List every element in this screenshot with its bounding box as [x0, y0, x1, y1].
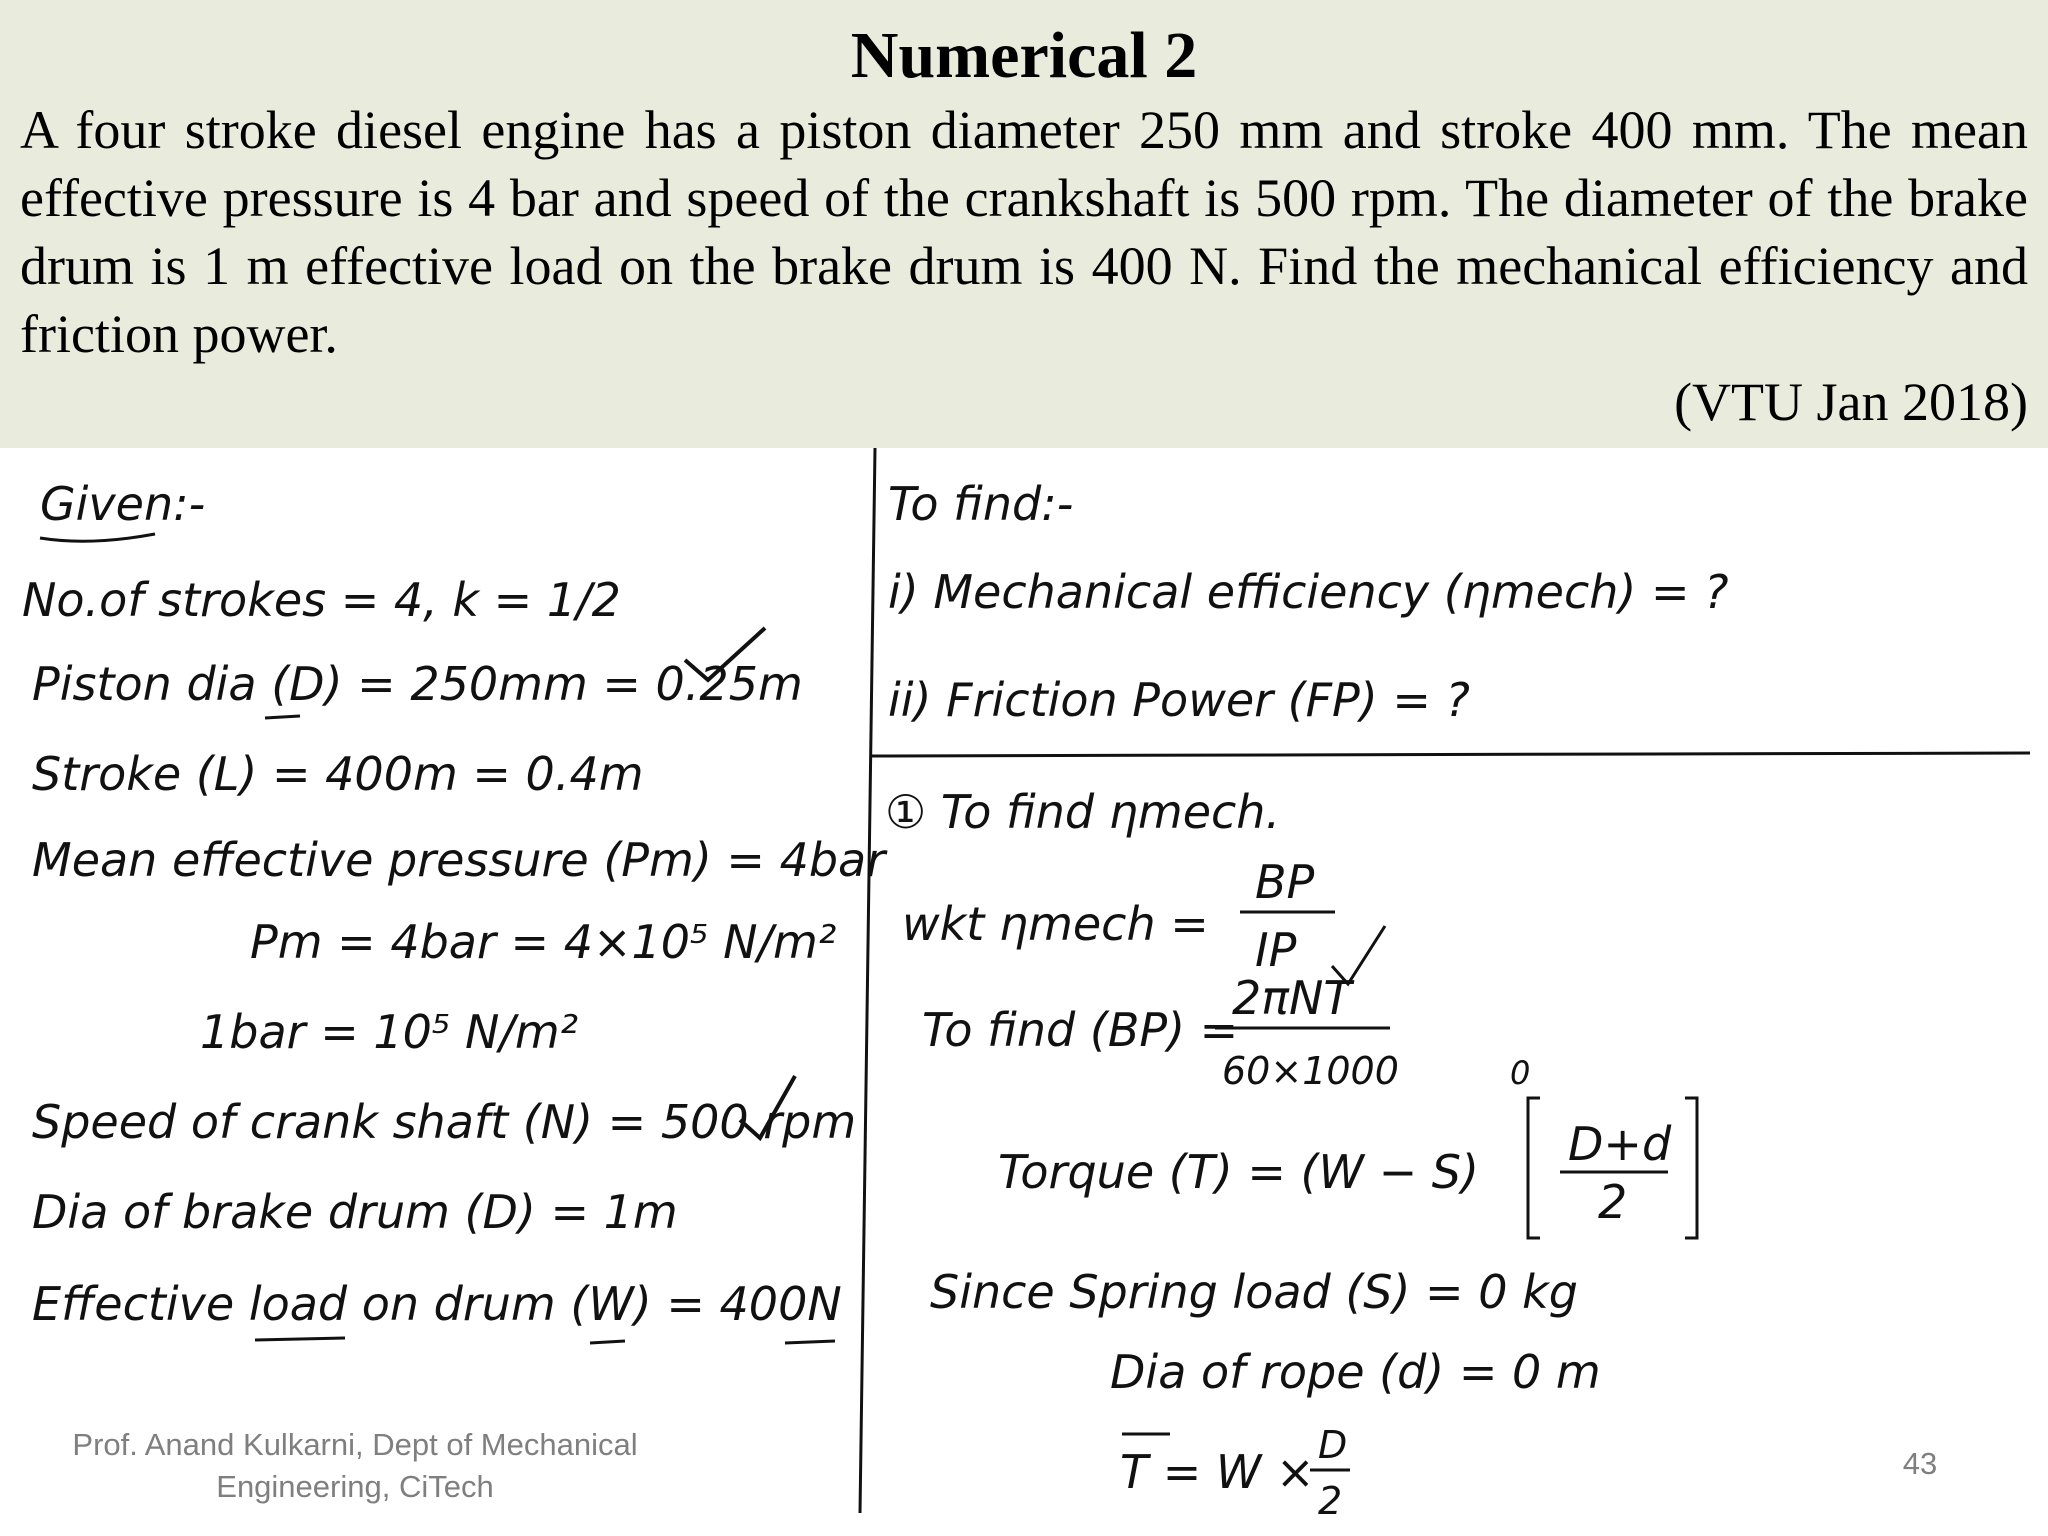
formula-label: Torque (T) = (W − S) [998, 1145, 1479, 1199]
vertical-divider [860, 448, 875, 1513]
given-item: Effective load on drum (W) = 400N [32, 1277, 842, 1331]
fraction-denominator: 2 [1598, 1175, 1628, 1229]
fraction-numerator: D [1318, 1423, 1348, 1467]
footer-author [30, 1424, 680, 1508]
given-item: No.of strokes = 4, k = 1/2 [22, 573, 621, 627]
source-citation: (VTU Jan 2018) [1674, 372, 2028, 432]
handwritten-notes [0, 448, 2048, 1536]
underline-mark [265, 716, 300, 718]
fraction-numerator: 2πNT [1232, 971, 1352, 1025]
given-item: Stroke (L) = 400m = 0.4m [32, 747, 644, 801]
given-item: Dia of brake drum (D) = 1m [32, 1185, 678, 1239]
fraction-denominator: IP [1255, 923, 1297, 977]
horizontal-divider [872, 753, 2030, 756]
bracket-right [1685, 1098, 1697, 1238]
formula-label: To find (BP) = [922, 1003, 1239, 1057]
problem-statement: A four stroke diesel engine has a piston diameter 250 mm and stroke 400 mm. The mean effective pressure is 4 bar and speed of the crankshaft is 500 rpm. The diameter of the brake drum is 1 m effective load on the brake drum is 400 N. Find the mechanical efficiency and friction power. [20, 100, 2028, 364]
footer-author-line: Prof. Anand Kulkarni, Dept of Mechanical [72, 1427, 638, 1462]
underline-mark [785, 1341, 835, 1343]
solution-step: ① To find ηmech. [885, 785, 1281, 839]
page-number: 43 [1902, 1446, 1938, 1481]
given-heading: Given:- [40, 477, 206, 531]
given-item: Mean effective pressure (Pm) = 4bar [32, 833, 886, 887]
given-item: Pm = 4bar = 4×10⁵ N/m² [250, 915, 837, 969]
formula-line: Dia of rope (d) = 0 m [1110, 1345, 1601, 1399]
fraction-denominator: 2 [1318, 1479, 1343, 1523]
find-item: i) Mechanical efficiency (ηmech) = ? [888, 565, 1729, 619]
zero-mark: 0 [1510, 1054, 1531, 1092]
given-item: Speed of crank shaft (N) = 500 rpm [32, 1095, 857, 1149]
underline-mark [590, 1341, 625, 1343]
fraction-numerator: D+d [1568, 1117, 1672, 1171]
underline-mark [255, 1338, 345, 1340]
formula-label: wkt ηmech = [902, 897, 1209, 951]
given-item: Piston dia (D) = 250mm = 0.25m [32, 657, 803, 711]
footer-author-line: Engineering, CiTech [216, 1469, 494, 1504]
given-underline [40, 534, 155, 541]
formula-label: T = W × [1120, 1445, 1315, 1499]
given-item: 1bar = 10⁵ N/m² [200, 1005, 579, 1059]
fraction-denominator: 60×1000 [1222, 1049, 1399, 1093]
formula-line: Since Spring load (S) = 0 kg [930, 1265, 1578, 1319]
find-item: ii) Friction Power (FP) = ? [888, 673, 1470, 727]
bracket-left [1528, 1098, 1540, 1238]
find-heading: To find:- [888, 477, 1074, 531]
fraction-numerator: BP [1255, 855, 1315, 909]
slide-title: Numerical 2 [850, 19, 1198, 92]
